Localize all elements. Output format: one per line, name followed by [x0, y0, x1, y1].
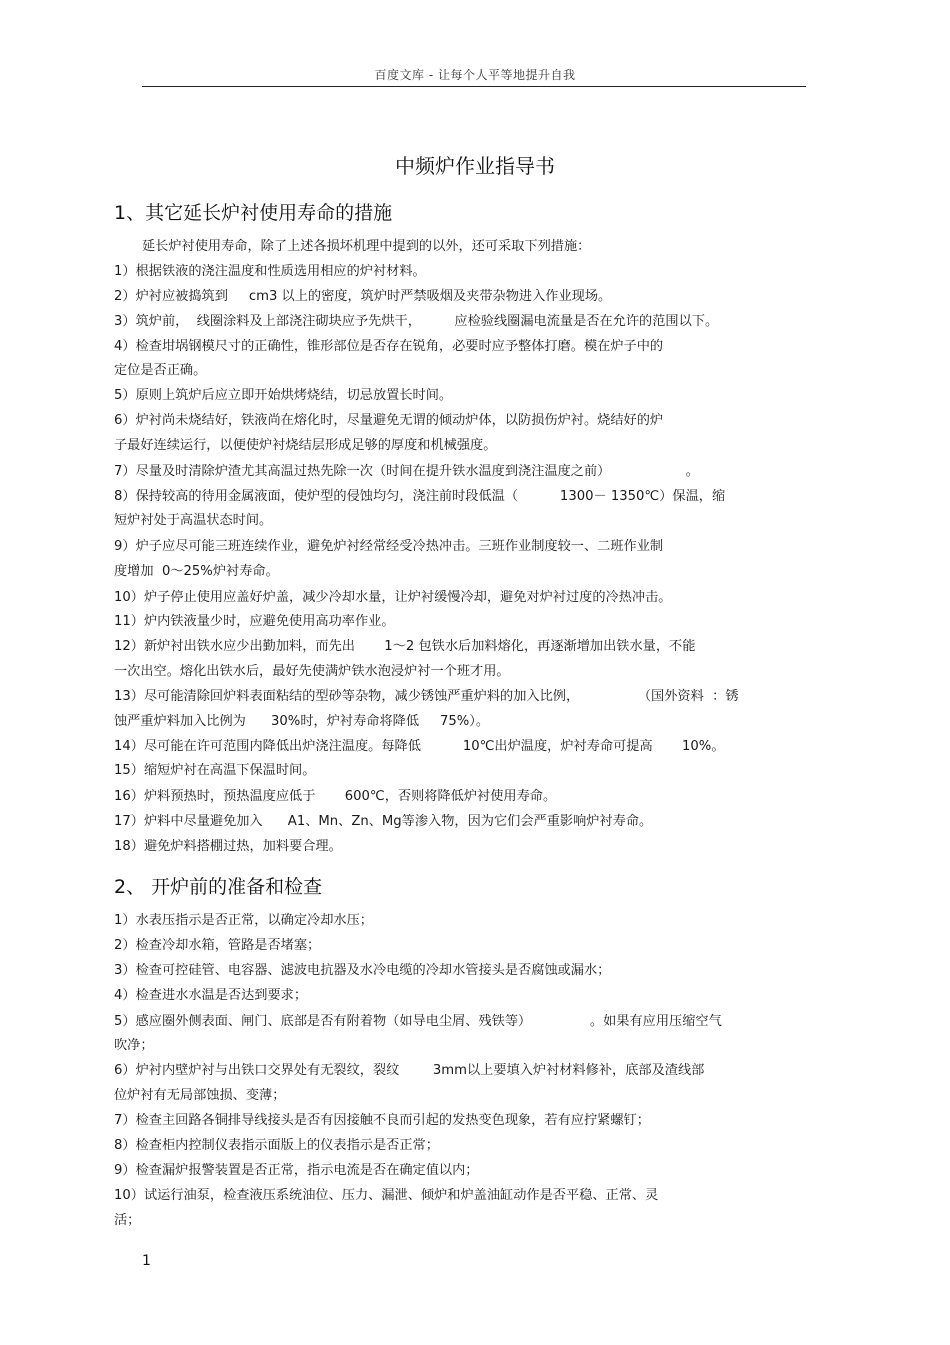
section-heading-1: 1、其它延长炉衬使用寿命的措施 [114, 202, 393, 224]
paragraph-line: 短炉衬处于高温状态时间。 [114, 513, 273, 528]
document-title: 中频炉作业指导书 [395, 154, 555, 178]
paragraph-line: 子最好连续运行，以便使炉衬烧结层形成足够的厚度和机械强度。 [114, 438, 497, 453]
paragraph-line: 12）新炉衬出铁水应少出勤加料，而先出 1～2 包铁水后加料熔化，再逐渐增加出铁水量，不能 [114, 639, 696, 654]
page-number: 1 [142, 1253, 151, 1269]
paragraph-line: 10）试运行油泵，检查液压系统油位、压力、漏泄、倾炉和炉盖油缸动作是否平稳、正常、灵 [114, 1188, 659, 1203]
paragraph-line: 蚀严重炉料加入比例为 30%时，炉衬寿命将降低 75%）。 [114, 714, 490, 729]
paragraph-line: 5）原则上筑炉后应立即开始烘烤烧结，切忌放置长时间。 [114, 388, 453, 403]
section-heading-2: 2、 开炉前的准备和检查 [114, 876, 323, 898]
header-rule [142, 86, 806, 87]
paragraph-line: 15）缩短炉衬在高温下保温时间。 [114, 763, 316, 778]
paragraph-line: 度增加 0～25%炉衬寿命。 [114, 564, 279, 579]
paragraph-line: 位炉衬有无局部蚀损、变薄； [114, 1088, 286, 1103]
paragraph-line: 3）筑炉前， 线圈涂料及上部浇注砌块应予先烘干， 应检验线圈漏电流量是否在允许的范围以下。 [114, 314, 719, 329]
paragraph-line: 7）检查主回路各铜排导线接头是否有因接触不良而引起的发热变色现象，若有应拧紧螺钉； [114, 1113, 650, 1128]
paragraph-line: 8）保持较高的待用金属液面，使炉型的侵蚀均匀，浇注前时段低温（ 1300－ 1350℃）保温，缩 [114, 489, 726, 504]
paragraph-line: 4）检查进水水温是否达到要求； [114, 988, 308, 1003]
paragraph-line: 13）尽可能清除回炉料表面粘结的型砂等杂物，减少锈蚀严重炉料的加入比例， （国外资料 ：锈 [114, 689, 739, 704]
paragraph-line: 吹净； [114, 1038, 154, 1053]
page-header: 百度文库 - 让每个人平等地提升自我 [374, 68, 576, 82]
paragraph-line: 2）检查冷却水箱，管路是否堵塞； [114, 938, 321, 953]
paragraph-line: 9）检查漏炉报警装置是否正常，指示电流是否在确定值以内； [114, 1163, 479, 1178]
paragraph-line: 1）水表压指示是否正常，以确定冷却水压； [114, 913, 373, 928]
paragraph-line: 活； [114, 1213, 141, 1228]
paragraph-line: 1）根据铁液的浇注温度和性质选用相应的炉衬材料。 [114, 264, 426, 279]
paragraph-line: 4）检查坩埚钢模尺寸的正确性，锥形部位是否存在锐角，必要时应予整体打磨。模在炉子中的 [114, 339, 664, 354]
paragraph-line: 2）炉衬应被捣筑到 cm3 以上的密度，筑炉时严禁吸烟及夹带杂物进入作业现场。 [114, 289, 612, 304]
paragraph-line: 14）尽可能在许可范围内降低出炉浇注温度。每降低 10℃出炉温度，炉衬寿命可提高 10%。 [114, 739, 725, 754]
paragraph-line: 6）炉衬尚未烧结好，铁液尚在熔化时，尽量避免无谓的倾动炉体，以防损伤炉衬。烧结好的炉 [114, 413, 664, 428]
paragraph-line: 延长炉衬使用寿命，除了上述各损坏机理中提到的以外，还可采取下列措施： [142, 239, 591, 254]
paragraph-line: 7）尽量及时清除炉渣尤其高温过热先除一次（时间在提升铁水温度到浇注温度之前） 。 [114, 464, 699, 479]
paragraph-line: 16）炉料预热时，预热温度应低于 600℃，否则将降低炉衬使用寿命。 [114, 789, 557, 804]
paragraph-line: 3）检查可控硅管、电容器、滤波电抗器及水冷电缆的冷却水管接头是否腐蚀或漏水； [114, 963, 611, 978]
paragraph-line: 8）检查柜内控制仪表指示面版上的仪表指示是否正常； [114, 1138, 439, 1153]
paragraph-line: 一次出空。熔化出铁水后，最好先使满炉铁水泡浸炉衬一个班才用。 [114, 664, 510, 679]
paragraph-line: 18）避免炉料搭棚过热，加料要合理。 [114, 839, 342, 854]
paragraph-line: 10）炉子停止使用应盖好炉盖，减少冷却水量，让炉衬缓慢冷却，避免对炉衬过度的冷热冲击。 [114, 590, 672, 605]
paragraph-line: 定位是否正确。 [114, 363, 207, 378]
paragraph-line: 17）炉料中尽量避免加入 A1、Mn、Zn、Mg等渗入物，因为它们会严重影响炉衬寿命。 [114, 814, 653, 829]
paragraph-line: 11）炉内铁液量少时，应避免使用高功率作业。 [114, 614, 395, 629]
paragraph-line: 6）炉衬内壁炉衬与出铁口交界处有无裂纹，裂纹 3mm以上要填入炉衬材料修补，底部及渣线部 [114, 1063, 705, 1078]
paragraph-line: 5）感应圈外侧表面、闸门、底部是否有附着物（如导电尘屑、残铁等） 。如果有应用压缩空气 [114, 1014, 722, 1029]
paragraph-line: 9）炉子应尽可能三班连续作业，避免炉衬经常经受冷热冲击。三班作业制度较一、二班作业制 [114, 539, 664, 554]
